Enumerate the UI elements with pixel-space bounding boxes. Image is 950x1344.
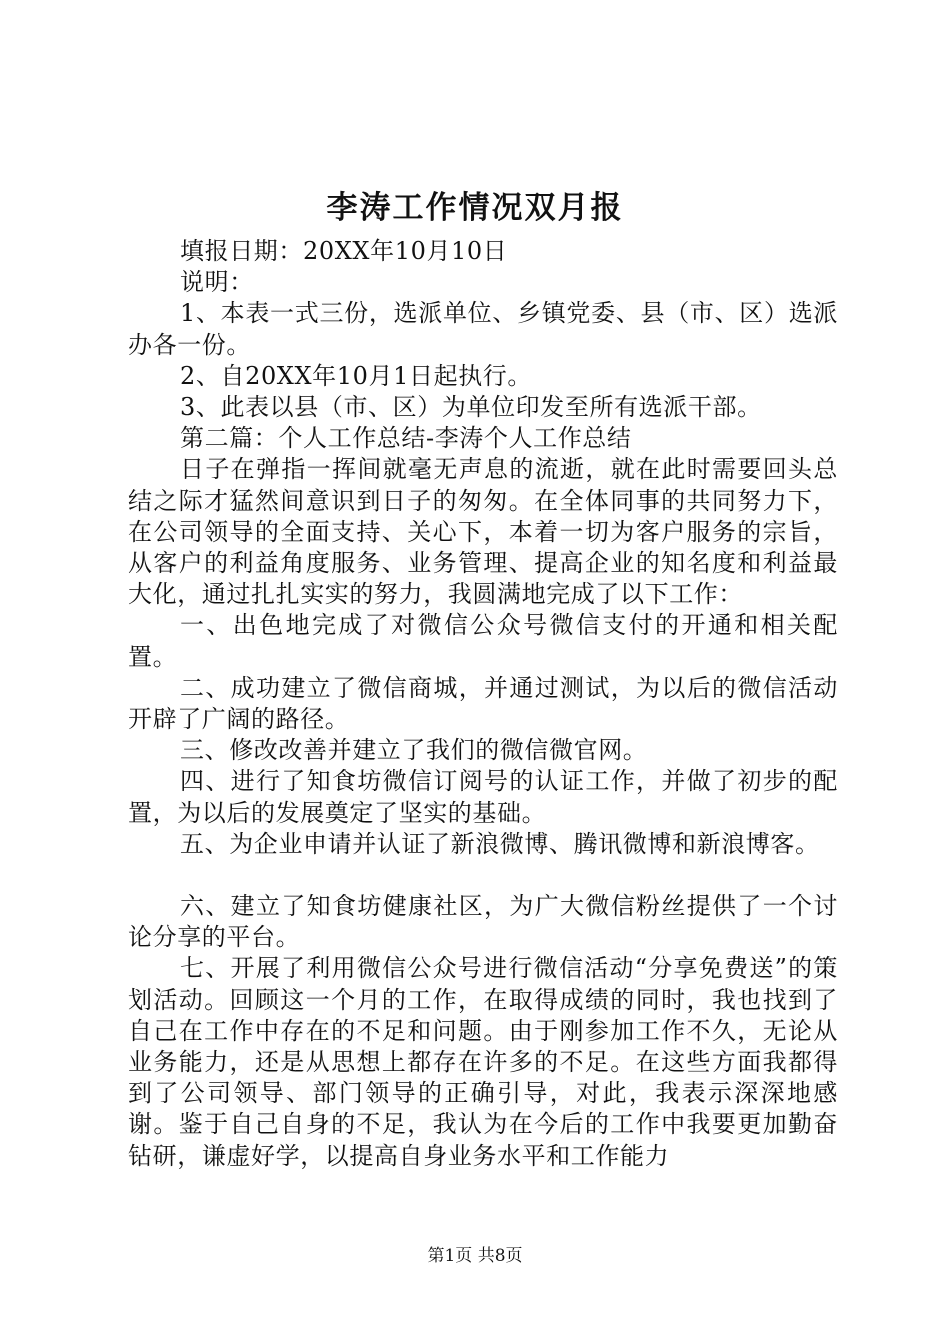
page-title: 李涛工作情况双月报 <box>326 190 624 226</box>
notes-heading: 说明： <box>180 268 254 297</box>
document-body <box>128 236 838 1172</box>
intro-paragraph: 日子在弹指一挥间就毫无声息的流逝，就在此时需要回头总结之际才猛然间意识到日子的匆匆。在全体同事的共同努力下，在公司领导的全面支持、关心下，本着一切为客户服务的宗旨，从客户的利益角度服务、业务管理、提高企业的知名度和利益最大化，通过扎扎实实的努力，我圆满地完成了以下工作： <box>128 455 838 609</box>
fill-date-line: 填报日期：20XX年10月10日 <box>180 237 508 265</box>
work-item-5: 五、为企业申请并认证了新浪微博、腾讯微博和新浪博客。 <box>180 829 820 858</box>
work-item-6: 六、建立了知食坊健康社区，为广大微信粉丝提供了一个讨论分享的平台。 <box>128 892 838 952</box>
work-item-7: 七、开展了利用微信公众号进行微信活动“分享免费送”的策划活动。回顾这一个月的工作，在取得成绩的同时，我也找到了自己在工作中存在的不足和问题。由于刚参加工作不久，无论从业务能力，还是从思想上都存在许多的不足。在这些方面我都得到了公司领导、部门领导的正确引导，对此，我表示深深地感谢。鉴于自己自身的不足，我认为在今后的工作中我要更加勤奋钻研，谦虚好学，以提高自身业务水平和工作能力 <box>128 954 838 1170</box>
work-item-3: 三、修改改善并建立了我们的微信微官网。 <box>180 736 648 765</box>
work-item-1: 一、出色地完成了对微信公众号微信支付的开通和相关配置。 <box>128 611 838 671</box>
work-item-4: 四、进行了知食坊微信订阅号的认证工作，并做了初步的配置，为以后的发展奠定了坚实的基础。 <box>128 767 838 827</box>
note-item-1: 1、本表一式三份，选派单位、乡镇党委、县（市、区）选派办各一份。 <box>128 299 838 359</box>
note-item-2: 2、自20XX年10月1日起执行。 <box>180 361 532 390</box>
work-item-2: 二、成功建立了微信商城，并通过测试，为以后的微信活动开辟了广阔的路径。 <box>128 673 838 734</box>
section-heading: 第二篇：个人工作总结-李涛个人工作总结 <box>180 424 632 453</box>
note-item-3: 3、此表以县（市、区）为单位印发至所有选派干部。 <box>180 393 762 422</box>
page-number: 第1页 共8页 <box>427 1246 523 1266</box>
